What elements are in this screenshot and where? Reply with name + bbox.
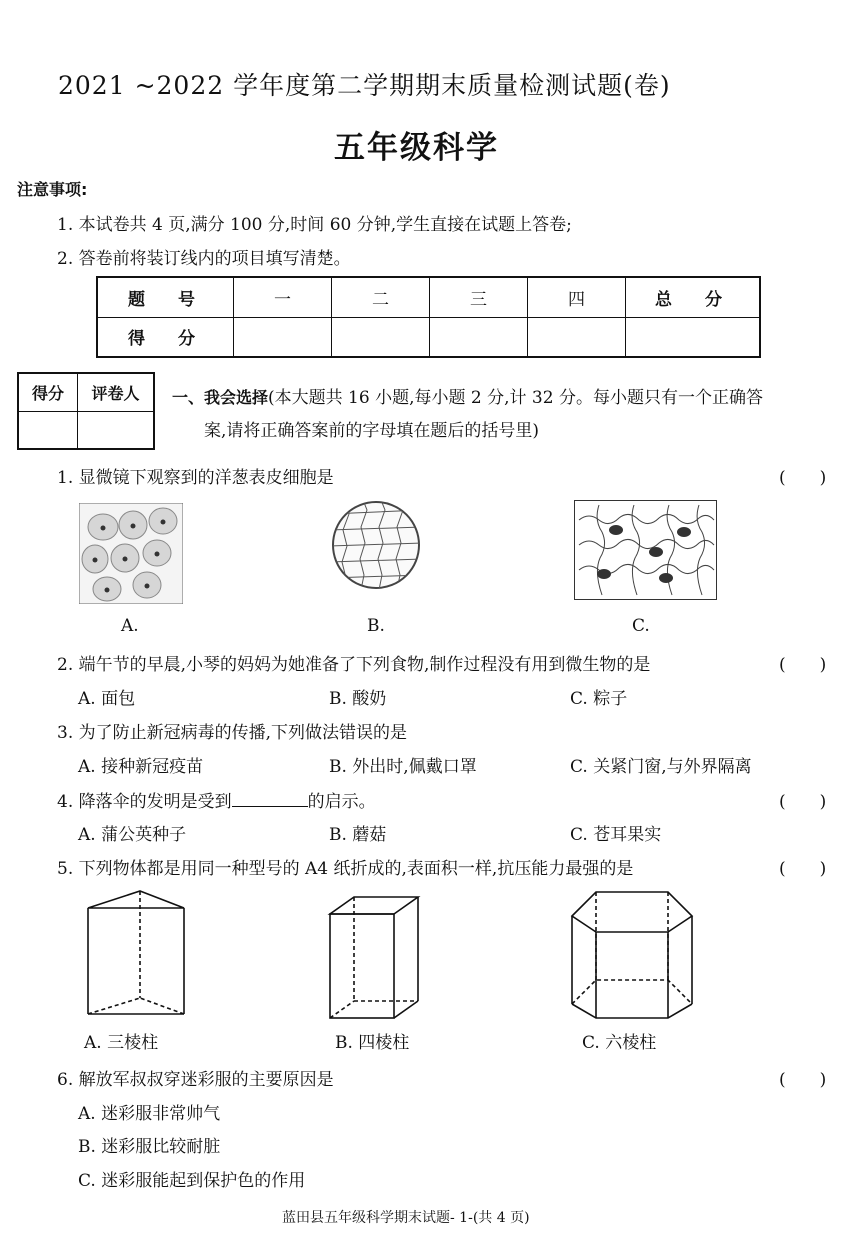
grader-box xyxy=(17,372,155,450)
question-6-stem: 6. 解放军叔叔穿迷彩服的主要原因是 xyxy=(57,1070,334,1090)
score-table-col-3: 三 xyxy=(430,277,528,317)
q1-option-c: C. xyxy=(632,616,650,636)
score-cell[interactable] xyxy=(234,317,332,357)
notice-item-1: 1. 本试卷共 4 页,满分 100 分,时间 60 分钟,学生直接在试题上答卷; xyxy=(57,215,572,235)
q5-option-b: B. 四棱柱 xyxy=(335,1033,410,1053)
q6-option-c: C. 迷彩服能起到保护色的作用 xyxy=(78,1171,306,1191)
section1-title-rest: (本大题共 16 小题,每小题 2 分,计 32 分。每小题只有一个正确答 xyxy=(268,388,763,408)
score-table-header: 题 号 xyxy=(97,277,234,317)
answer-bracket-6[interactable]: ( ) xyxy=(779,1070,827,1090)
subject-title: 五年级科学 xyxy=(334,130,499,166)
score-row-label: 得 分 xyxy=(97,317,234,357)
exam-title: 2021 ~2022 学年度第二学期期末质量检测试题(卷) xyxy=(58,71,671,100)
score-cell[interactable] xyxy=(528,317,626,357)
q4-option-b: B. 蘑菇 xyxy=(329,825,387,845)
grader-name-label: 评卷人 xyxy=(78,373,155,411)
triangular-prism-image xyxy=(82,888,192,1018)
q5-option-a: A. 三棱柱 xyxy=(84,1033,159,1053)
fill-in-blank[interactable] xyxy=(232,790,308,807)
section1-title: 一、我会选择(本大题共 16 小题,每小题 2 分,计 32 分。每小题只有一个正确答 xyxy=(172,388,763,408)
notice-heading: 注意事项: xyxy=(17,180,88,199)
question-4-stem xyxy=(57,787,376,812)
section1-title-line2: 案,请将正确答案前的字母填在题后的括号里) xyxy=(204,421,540,441)
q6-option-a: A. 迷彩服非常帅气 xyxy=(78,1104,221,1124)
onion-cells-option-a-image xyxy=(79,503,183,604)
answer-bracket-4[interactable]: ( ) xyxy=(779,792,827,812)
question-3-stem: 3. 为了防止新冠病毒的传播,下列做法错误的是 xyxy=(57,723,408,743)
question-5-stem: 5. 下列物体都是用同一种型号的 A4 纸折成的,表面积一样,抗压能力最强的是 xyxy=(57,859,634,879)
q6-option-b: B. 迷彩服比较耐脏 xyxy=(78,1137,221,1157)
square-prism-image xyxy=(326,894,426,1022)
q3-option-c: C. 关紧门窗,与外界隔离 xyxy=(570,757,752,777)
score-table-col-1: 一 xyxy=(234,277,332,317)
score-cell[interactable] xyxy=(332,317,430,357)
score-cell-total[interactable] xyxy=(626,317,761,357)
question-1-stem: 1. 显微镜下观察到的洋葱表皮细胞是 xyxy=(57,468,334,488)
q2-option-c: C. 粽子 xyxy=(570,689,628,709)
score-table-col-total: 总 分 xyxy=(626,277,761,317)
score-table xyxy=(96,276,761,358)
question-4-stem-a: 4. 降落伞的发明是受到 xyxy=(57,792,232,812)
grader-score-label: 得分 xyxy=(18,373,78,411)
hexagonal-prism-image xyxy=(568,888,698,1022)
q5-option-c: C. 六棱柱 xyxy=(582,1033,657,1053)
q3-option-a: A. 接种新冠疫苗 xyxy=(78,757,204,777)
answer-bracket-1[interactable]: ( ) xyxy=(779,468,827,488)
q1-option-b: B. xyxy=(367,616,385,636)
notice-item-2: 2. 答卷前将装订线内的项目填写清楚。 xyxy=(57,249,351,269)
q4-option-c: C. 苍耳果实 xyxy=(570,825,662,845)
answer-bracket-5[interactable]: ( ) xyxy=(779,859,827,879)
answer-bracket-2[interactable]: ( ) xyxy=(779,655,827,675)
question-2-stem: 2. 端午节的早晨,小琴的妈妈为她准备了下列食物,制作过程没有用到微生物的是 xyxy=(57,655,651,675)
question-4-stem-b: 的启示。 xyxy=(307,792,376,812)
q2-option-a: A. 面包 xyxy=(78,689,136,709)
score-cell[interactable] xyxy=(430,317,528,357)
page-footer: 蓝田县五年级科学期末试题- 1-(共 4 页) xyxy=(282,1210,530,1226)
q1-option-a: A. xyxy=(121,616,139,636)
grader-score-cell[interactable] xyxy=(18,411,78,449)
q4-option-a: A. 蒲公英种子 xyxy=(78,825,187,845)
onion-cells-option-c-image xyxy=(574,500,717,600)
grader-name-cell[interactable] xyxy=(78,411,155,449)
q2-option-b: B. 酸奶 xyxy=(329,689,387,709)
score-table-col-2: 二 xyxy=(332,277,430,317)
q3-option-b: B. 外出时,佩戴口罩 xyxy=(329,757,477,777)
score-table-col-4: 四 xyxy=(528,277,626,317)
onion-cells-option-b-image xyxy=(331,500,421,590)
